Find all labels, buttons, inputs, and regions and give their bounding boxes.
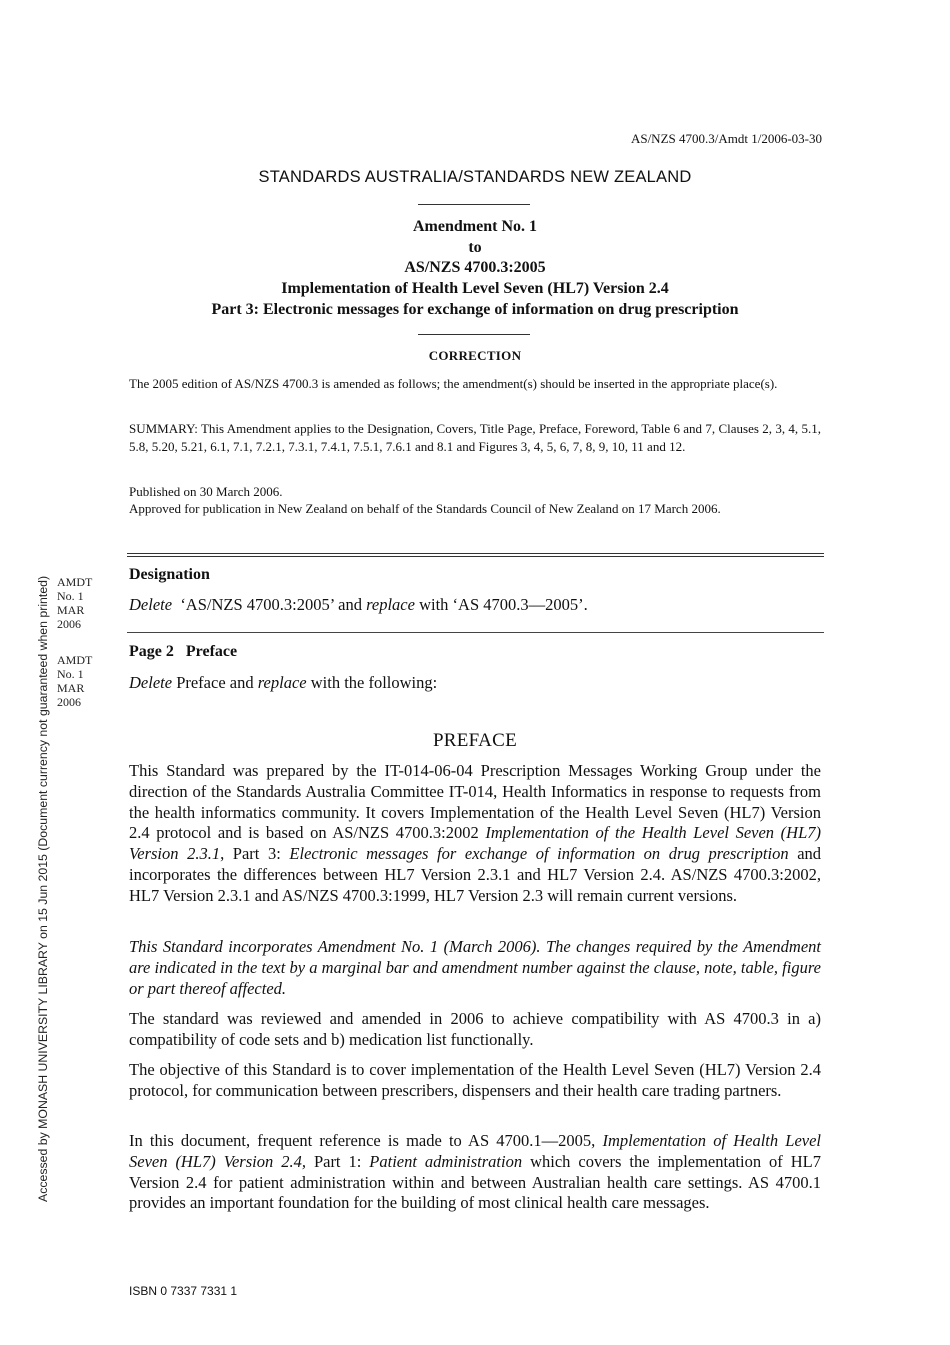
- correction-label: CORRECTION: [428, 348, 522, 363]
- designation-new-text: with ‘AS 4700.3—2005’.: [419, 595, 588, 614]
- standard-title: Implementation of Health Level Seven (HL7) Version 2.4: [281, 280, 669, 297]
- italic-title: Implementation of Health Level Seven (HL7) Version 2.4,: [129, 1131, 822, 1171]
- organization-heading: STANDARDS AUSTRALIA/STANDARDS NEW ZEALAND: [258, 168, 692, 186]
- replace-keyword: replace: [257, 673, 307, 692]
- margin-note-line: AMDT: [57, 653, 93, 667]
- delete-keyword: Delete: [129, 673, 173, 692]
- summary-paragraph: SUMMARY: This Amendment applies to the Designation, Covers, Title Page, Preface, Foreword, Table 6 and 7, Clauses 2, 3, 4, 5.1, 5.8, 5.20, 5.21, 6.1, 7.1, 7.2.1, 7.3.1, 7.4.1, 7.5.1, 7.6.1 and 8.1 and Figures 3, 4, 5, 6, 7, 8, 9, 10, 11 and 12.: [129, 421, 821, 454]
- margin-note-line: MAR: [57, 603, 85, 617]
- margin-note-line: No. 1: [57, 667, 84, 681]
- preface-paragraph: [129, 1131, 821, 1214]
- preface-amendment-note: [129, 937, 821, 999]
- italic-title: Patient administration: [369, 1151, 523, 1171]
- document-reference: AS/NZS 4700.3/Amdt 1/2006-03-30: [630, 131, 822, 146]
- designation-heading: Designation: [129, 566, 210, 583]
- preface-paragraph: [129, 761, 821, 907]
- title-rule-top: [418, 204, 530, 205]
- amendment-title: Amendment No. 1: [413, 218, 537, 235]
- text-run: Part 1:: [313, 1151, 362, 1171]
- title-connector: to: [468, 239, 482, 256]
- section-divider: [127, 632, 824, 633]
- preface-change-heading: Page 2 Preface: [129, 643, 238, 660]
- margin-note-line: 2006: [57, 695, 81, 709]
- italic-note: This Standard incorporates Amendment No. 1 (March 2006). The changes required by the Amendment are indicated in the text by a marginal bar and amendment number against the clause, note, table, figure or part thereof affected.: [129, 937, 821, 998]
- approval-note: Approved for publication in New Zealand on behalf of the Standards Council of New Zealand on 17 March 2006.: [129, 501, 721, 516]
- preface-old-text: Preface and: [176, 673, 254, 692]
- amendment-margin-note: [57, 653, 92, 709]
- text-run: , Part 3:: [220, 844, 281, 864]
- designation-instruction: [129, 595, 588, 615]
- replace-keyword: replace: [366, 595, 415, 614]
- amendment-margin-note: [57, 575, 92, 631]
- isbn: ISBN 0 7337 7331 1: [129, 1284, 238, 1298]
- standard-part-title: Part 3: Electronic messages for exchange of information on drug prescription: [211, 301, 739, 318]
- preface-title: PREFACE: [432, 730, 518, 751]
- standard-number: AS/NZS 4700.3:2005: [404, 259, 546, 276]
- text-run: In this document, frequent reference is made to AS 4700.1—2005,: [129, 1131, 596, 1150]
- section-divider-double: [127, 553, 824, 557]
- preface-paragraph: The objective of this Standard is to cover implementation of the Health Level Seven (HL7) Version 2.4 protocol, for communication between prescribers, dispensers and their health care trading partners.: [129, 1060, 821, 1100]
- italic-title: Electronic messages for exchange of information on drug prescription: [289, 844, 789, 864]
- published-date: Published on 30 March 2006.: [129, 484, 283, 499]
- margin-note-line: MAR: [57, 681, 85, 695]
- margin-note-line: 2006: [57, 617, 81, 631]
- delete-keyword: Delete: [129, 595, 173, 614]
- text-run: which covers the implementation of HL7 Version 2.4 for patient administration within and between Australian health care settings. AS 4700.1 provides an important foundation for the building of most clinical health care messages.: [129, 1151, 822, 1213]
- intro-paragraph: The 2005 edition of AS/NZS 4700.3 is amended as follows; the amendment(s) should be inserted in the appropriate place(s).: [129, 376, 778, 391]
- text-run: and incorporates the differences between HL7 Version 2.3.1 and HL7 Version 2.4. AS/NZS 4700.3:2002, HL7 Version 2.3.1 and AS/NZS 4700.3:1999, HL7 Version 2.3 will remain current versions.: [129, 844, 822, 905]
- margin-note-line: No. 1: [57, 589, 84, 603]
- margin-note-line: AMDT: [57, 575, 93, 589]
- preface-new-text: with the following:: [310, 673, 438, 692]
- preface-change-instruction: [129, 673, 437, 693]
- text-run: This Standard was prepared by the IT-014-06-04 Prescription Messages Working Group under the direction of the Standards Australia Committee IT-014, Health Informatics in response to requests from the health informatics community. It covers Implementation of the Health Level Seven (HL7) Version 2.4 protocol and is based on AS/NZS 4700.3:2002: [129, 761, 821, 843]
- preface-paragraph: The standard was reviewed and amended in 2006 to achieve compatibility with AS 4700.3 in a) compatibility of code sets and b) medication list functionally.: [129, 1009, 821, 1049]
- access-watermark: Accessed by MONASH UNIVERSITY LIBRARY on 15 Jun 2015 (Document currency not guaranteed when printed): [36, 575, 50, 1202]
- title-rule-bottom: [418, 334, 530, 335]
- designation-old-text: ‘AS/NZS 4700.3:2005’ and: [180, 595, 362, 614]
- italic-title: Implementation of the Health Level Seven (HL7) Version 2.3.1: [129, 823, 822, 864]
